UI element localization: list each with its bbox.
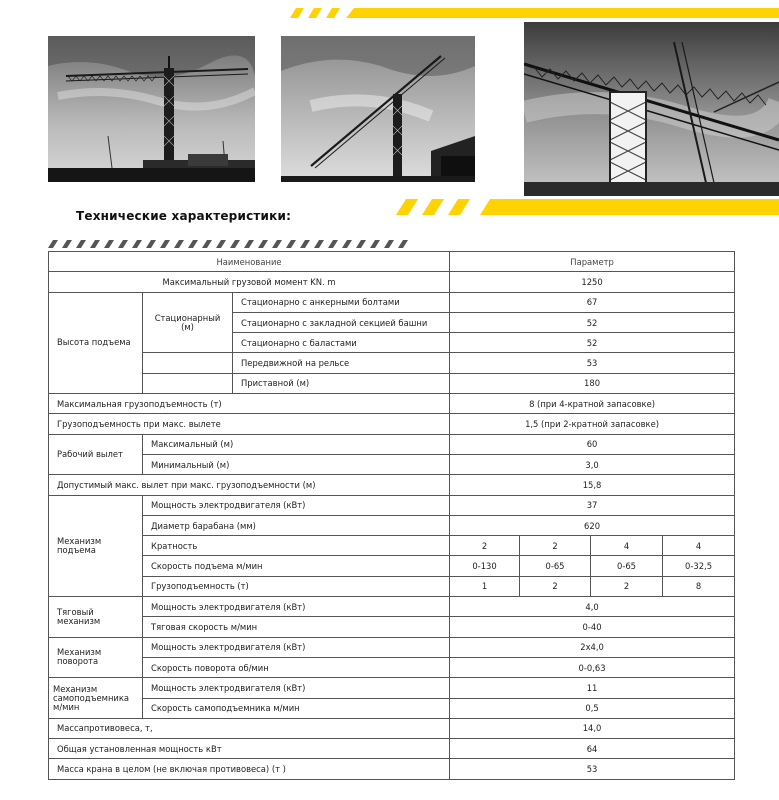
load-at-max-reach-value: 1,5 (при 2-кратной запасовке) <box>450 414 735 434</box>
climb-power-label: Мощность электродвигателя (кВт) <box>143 678 450 698</box>
hoist-speed-value: 0-32,5 <box>663 556 735 576</box>
trolley-group-label: Тяговый механизм <box>49 597 143 638</box>
hoist-load-value: 2 <box>520 576 591 596</box>
table-row <box>49 718 735 738</box>
anchor-value: 67 <box>450 292 735 312</box>
hoist-speed-value: 0-65 <box>520 556 591 576</box>
table-row <box>49 495 735 515</box>
climb-speed-value: 0,5 <box>450 698 735 718</box>
counterweight-value: 14,0 <box>450 718 735 738</box>
empty-cell <box>143 353 233 373</box>
table-row <box>49 739 735 759</box>
table-row <box>49 678 735 698</box>
empty-cell <box>143 373 233 393</box>
header-param: Параметр <box>450 252 735 272</box>
slew-group-label: Механизм поворота <box>49 637 143 678</box>
multiplicity-value: 4 <box>591 536 663 556</box>
hoist-power-value: 37 <box>450 495 735 515</box>
reach-group-label: Рабочий вылет <box>49 434 143 475</box>
trolley-power-value: 4,0 <box>450 597 735 617</box>
attached-label: Приставной (м) <box>233 373 450 393</box>
crane-photo-1 <box>48 36 255 182</box>
drum-value: 620 <box>450 515 735 535</box>
moment-label: Максимальный грузовой момент KN. m <box>49 272 450 292</box>
hoist-speed-label: Скорость подъема м/мин <box>143 556 450 576</box>
climb-speed-label: Скорость самоподъемника м/мин <box>143 698 450 718</box>
table-row <box>49 475 735 495</box>
drum-label: Диаметр барабана (мм) <box>143 515 450 535</box>
hoist-speed-value: 0-65 <box>591 556 663 576</box>
multiplicity-value: 2 <box>450 536 520 556</box>
hoist-load-value: 8 <box>663 576 735 596</box>
reach-min-value: 3,0 <box>450 454 735 474</box>
table-row <box>49 576 735 596</box>
stationary-group-label: Стационарный (м) <box>143 292 233 353</box>
spec-table <box>48 251 735 780</box>
table-row <box>49 698 735 718</box>
table-dark-stripes <box>48 239 412 249</box>
table-row <box>49 272 735 292</box>
hoist-group-label: Механизм подъема <box>49 495 143 596</box>
table-row <box>49 657 735 677</box>
table-row <box>49 536 735 556</box>
header-name: Наименование <box>49 252 450 272</box>
reach-max-value: 60 <box>450 434 735 454</box>
table-row <box>49 414 735 434</box>
allowed-reach-label: Допустимый макс. вылет при макс. грузоподъемности (м) <box>49 475 450 495</box>
counterweight-label: Массапротивовеса, т, <box>49 718 450 738</box>
attached-value: 180 <box>450 373 735 393</box>
heading-yellow-band <box>396 197 779 217</box>
table-row <box>49 373 735 393</box>
crane-photo-3 <box>524 22 779 196</box>
table-row <box>49 515 735 535</box>
hoist-load-value: 2 <box>591 576 663 596</box>
multiplicity-label: Кратность <box>143 536 450 556</box>
climb-group-label: Механизм самоподъемника м/мин <box>49 678 143 719</box>
section-heading: Технические характеристики: <box>76 209 292 223</box>
multiplicity-value: 2 <box>520 536 591 556</box>
table-row <box>49 454 735 474</box>
table-row <box>49 597 735 617</box>
slew-power-value: 2x4,0 <box>450 637 735 657</box>
trolley-power-label: Мощность электродвигателя (кВт) <box>143 597 450 617</box>
table-row <box>49 353 735 373</box>
crane-mass-value: 53 <box>450 759 735 779</box>
hoist-load-label: Грузоподъемность (т) <box>143 576 450 596</box>
table-row <box>49 759 735 779</box>
ballast-label: Стационарно с баластами <box>233 333 450 353</box>
top-yellow-stripes <box>282 6 779 20</box>
rail-value: 53 <box>450 353 735 373</box>
height-group-label: Высота подъема <box>49 292 143 393</box>
hoist-load-value: 1 <box>450 576 520 596</box>
table-row <box>49 394 735 414</box>
table-row <box>49 556 735 576</box>
table-row <box>49 292 735 312</box>
hoist-power-label: Мощность электродвигателя (кВт) <box>143 495 450 515</box>
slew-speed-label: Скорость поворота об/мин <box>143 657 450 677</box>
hoist-speed-value: 0-130 <box>450 556 520 576</box>
multiplicity-value: 4 <box>663 536 735 556</box>
allowed-reach-value: 15,8 <box>450 475 735 495</box>
reach-max-label: Максимальный (м) <box>143 434 450 454</box>
table-header-row <box>49 252 735 272</box>
table-row <box>49 434 735 454</box>
embedded-label: Стационарно с закладной секцией башни <box>233 312 450 332</box>
slew-power-label: Мощность электродвигателя (кВт) <box>143 637 450 657</box>
table-row <box>49 617 735 637</box>
crane-photo-2 <box>281 36 475 182</box>
reach-min-label: Минимальный (м) <box>143 454 450 474</box>
ballast-value: 52 <box>450 333 735 353</box>
total-power-value: 64 <box>450 739 735 759</box>
moment-value: 1250 <box>450 272 735 292</box>
total-power-label: Общая установленная мощность кВт <box>49 739 450 759</box>
crane-mass-label: Масса крана в целом (не включая противовеса) (т ) <box>49 759 450 779</box>
max-load-value: 8 (при 4-кратной запасовке) <box>450 394 735 414</box>
climb-power-value: 11 <box>450 678 735 698</box>
max-load-label: Максимальная грузоподъемность (т) <box>49 394 450 414</box>
rail-label: Передвижной на рельсе <box>233 353 450 373</box>
slew-speed-value: 0-0,63 <box>450 657 735 677</box>
trolley-speed-value: 0-40 <box>450 617 735 637</box>
load-at-max-reach-label: Грузоподъемность при макс. вылете <box>49 414 450 434</box>
anchor-label: Стационарно с анкерными болтами <box>233 292 450 312</box>
embedded-value: 52 <box>450 312 735 332</box>
table-row <box>49 637 735 657</box>
trolley-speed-label: Тяговая скорость м/мин <box>143 617 450 637</box>
